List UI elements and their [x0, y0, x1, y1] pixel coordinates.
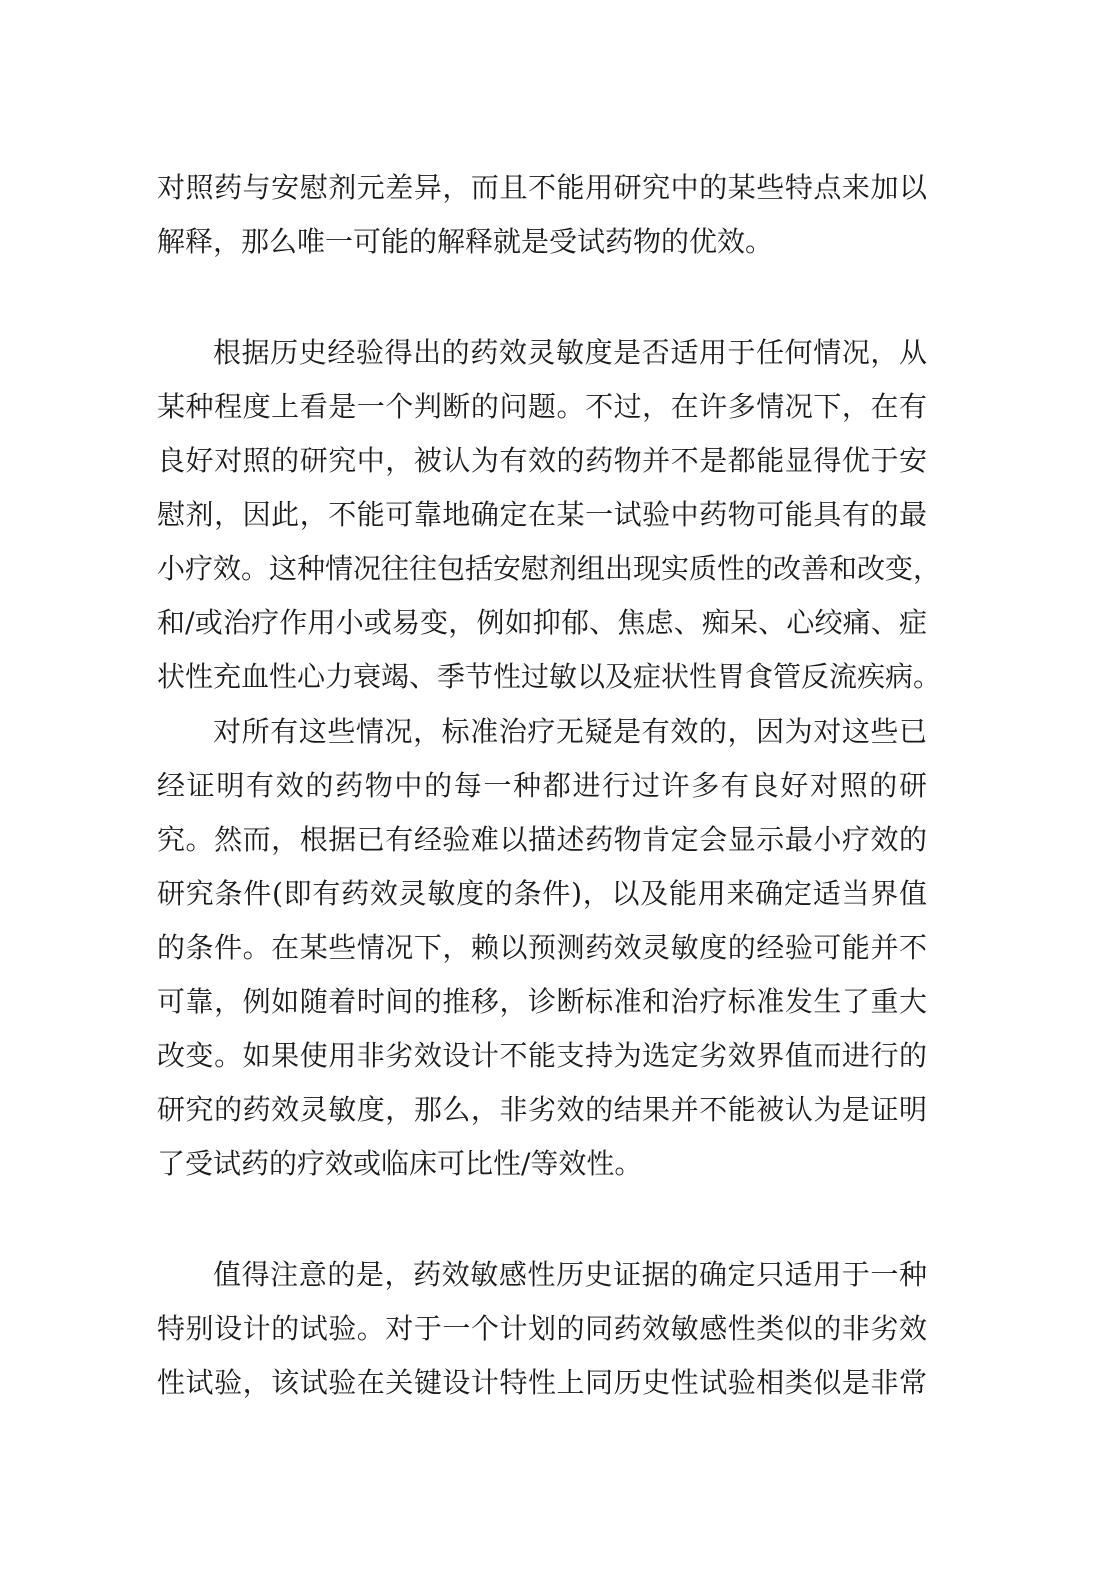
text-line: 研究条件(即有药效灵敏度的条件)，以及能用来确定适当界值	[157, 877, 927, 910]
text-line: 状性充血性心力衰竭、季节性过敏以及症状性胃食管反流疾病。	[157, 660, 942, 693]
text-line: 特别设计的试验。对于一个计划的同药效敏感性类似的非劣效	[157, 1312, 927, 1345]
text-line: 良好对照的研究中，被认为有效的药物并不是都能显得优于安	[157, 444, 927, 477]
text-line: 了受试药的疗效或临床可比性/等效性。	[157, 1147, 643, 1180]
text-line: 经证明有效的药物中的每一种都进行过许多有良好对照的研	[157, 769, 927, 802]
text-line: 解释，那么唯一可能的解释就是受试药物的优效。	[157, 225, 774, 258]
text-line: 和/或治疗作用小或易变，例如抑郁、焦虑、痴呆、心绞痛、症	[157, 606, 927, 639]
text-line: 慰剂，因此，不能可靠地确定在某一试验中药物可能具有的最	[157, 498, 927, 531]
text-line: 小疗效。这种情况往往包括安慰剂组出现实质性的改善和改变，	[157, 552, 942, 585]
text-line: 改变。如果使用非劣效设计不能支持为选定劣效界值而进行的	[157, 1039, 927, 1072]
text-line: 研究的药效灵敏度，那么，非劣效的结果并不能被认为是证明	[157, 1093, 927, 1126]
text-line: 的条件。在某些情况下，赖以预测药效灵敏度的经验可能并不	[157, 931, 927, 964]
text-line: 值得注意的是，药效敏感性历史证据的确定只适用于一种	[213, 1258, 927, 1291]
text-line: 某种程度上看是一个判断的问题。不过，在许多情况下，在有	[157, 390, 927, 423]
text-line: 可靠，例如随着时间的推移，诊断标准和治疗标准发生了重大	[157, 985, 927, 1018]
text-line: 究。然而，根据已有经验难以描述药物肯定会显示最小疗效的	[157, 823, 927, 856]
text-line: 对所有这些情况，标准治疗无疑是有效的，因为对这些已	[213, 715, 927, 748]
text-line: 性试验，该试验在关键设计特性上同历史性试验相类似是非常	[157, 1366, 927, 1399]
text-line: 根据历史经验得出的药效灵敏度是否适用于任何情况，从	[213, 336, 927, 369]
text-line: 对照药与安慰剂元差异，而且不能用研究中的某些特点来加以	[157, 171, 927, 204]
